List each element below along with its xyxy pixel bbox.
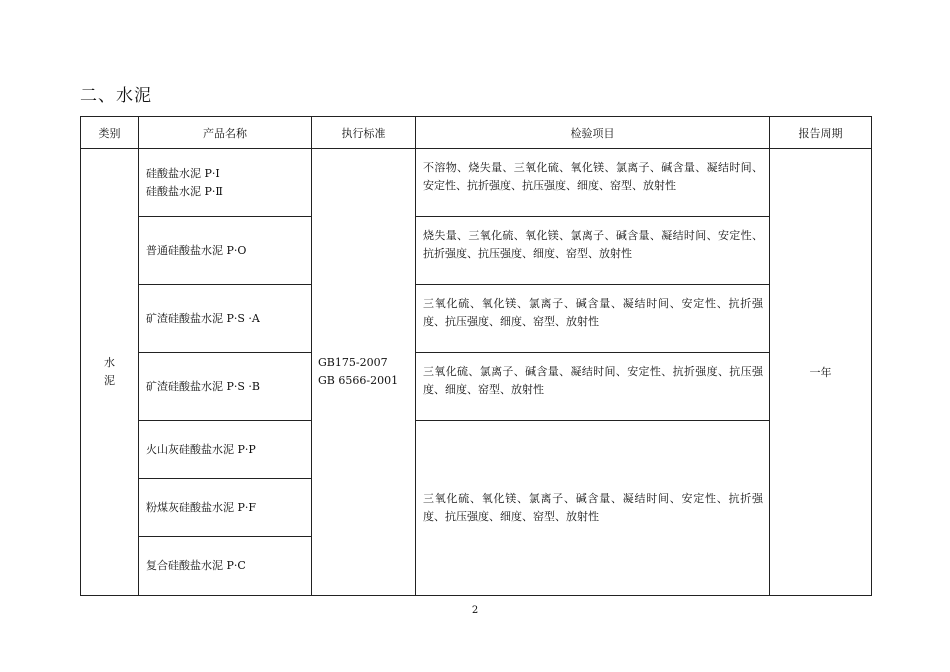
standard-cell	[312, 149, 416, 596]
header-standard: 执行标准	[312, 117, 416, 149]
product-cell	[139, 421, 312, 479]
cement-inspection-table	[80, 116, 872, 596]
report-period-cell: 一年	[770, 149, 872, 596]
table-row	[81, 217, 872, 285]
category-line: 水	[104, 356, 115, 369]
header-product-name: 产品名称	[139, 117, 312, 149]
product-cell	[139, 353, 312, 421]
product-name: 火山灰硅酸盐水泥 P·P	[146, 442, 256, 456]
product-name: 矿渣硅酸盐水泥 P·S ·B	[146, 379, 261, 393]
inspection-items-cell: 三氧化硫、氯离子、碱含量、凝结时间、安定性、抗折强度、抗压强度、细度、窑型、放射性	[416, 353, 770, 421]
product-name: 复合硅酸盐水泥 P·C	[146, 559, 246, 572]
product-cell	[139, 285, 312, 353]
inspection-items-cell: 烧失量、三氧化硫、氧化镁、氯离子、碱含量、凝结时间、安定性、抗折强度、抗压强度、细度、窑型、放射性	[416, 217, 770, 285]
category-cell	[81, 149, 139, 596]
product-name: 硅酸盐水泥 P·Ⅰ	[146, 166, 220, 180]
table-row	[81, 285, 872, 353]
table-row	[81, 421, 872, 479]
product-cell	[139, 217, 312, 285]
header-category: 类别	[81, 117, 139, 149]
header-inspection-items: 检验项目	[416, 117, 770, 149]
product-name: 粉煤灰硅酸盐水泥 P·F	[146, 500, 257, 514]
standard-code: GB 6566-2001	[318, 374, 399, 387]
table-row	[81, 353, 872, 421]
product-name: 普通硅酸盐水泥 P·O	[146, 243, 247, 257]
product-name: 硅酸盐水泥 P·Ⅱ	[146, 184, 223, 198]
product-cell	[139, 149, 312, 217]
section-title: 二、水泥	[80, 86, 152, 106]
inspection-items-cell: 三氧化硫、氧化镁、氯离子、碱含量、凝结时间、安定性、抗折强度、抗压强度、细度、窑型、放射性	[416, 421, 770, 596]
standard-code: GB175-2007	[318, 356, 388, 369]
product-name: 矿渣硅酸盐水泥 P·S ·A	[146, 311, 260, 325]
table-row	[81, 149, 872, 217]
header-report-period: 报告周期	[770, 117, 872, 149]
table-header-row	[81, 117, 872, 149]
inspection-items-cell: 不溶物、烧失量、三氧化硫、氧化镁、氯离子、碱含量、凝结时间、安定性、抗折强度、抗压强度、细度、窑型、放射性	[416, 149, 770, 217]
inspection-items-cell: 三氧化硫、氧化镁、氯离子、碱含量、凝结时间、安定性、抗折强度、抗压强度、细度、窑型、放射性	[416, 285, 770, 353]
product-cell	[139, 537, 312, 596]
product-cell	[139, 479, 312, 537]
page-number: 2	[471, 605, 479, 616]
category-line: 泥	[104, 374, 115, 387]
